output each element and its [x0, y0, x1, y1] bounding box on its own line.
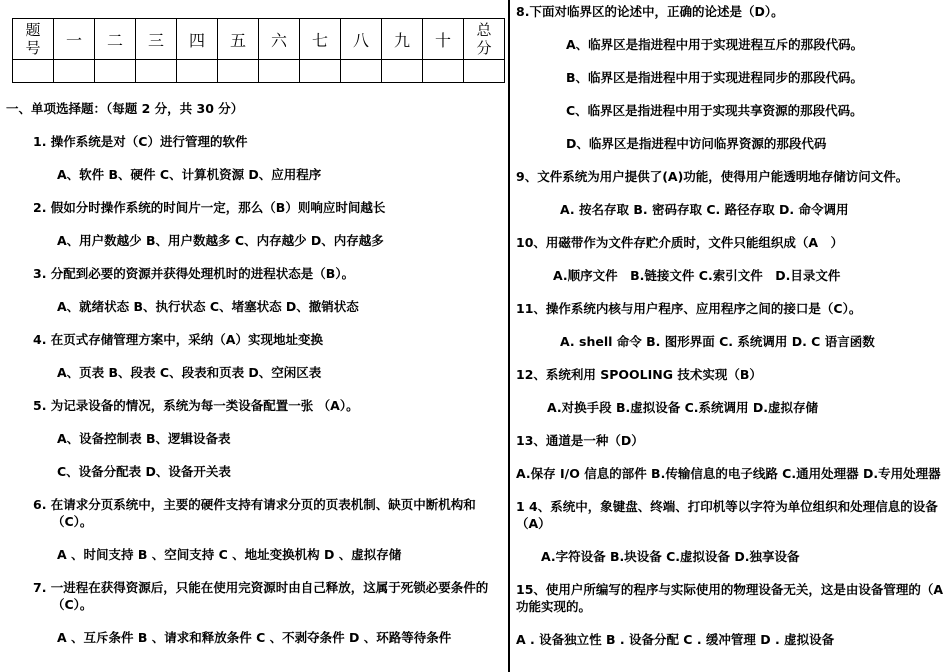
question-9: 9、文件系统为用户提供了(A)功能，使得用户能透明地存储访问文件。 — [516, 169, 909, 184]
section-title: 一、单项选择题：（每题 2 分，共 30 分） — [6, 101, 244, 116]
score-cell[interactable] — [341, 60, 382, 83]
question-15-options: A . 设备独立性 B . 设备分配 C . 缓冲管理 D . 虚拟设备 — [516, 632, 835, 647]
score-cell[interactable] — [464, 60, 505, 83]
score-cell[interactable] — [136, 60, 177, 83]
score-cell[interactable] — [13, 60, 54, 83]
score-header-cell: 七 — [300, 19, 341, 60]
score-header-cell — [13, 19, 54, 60]
score-header-cell: 四 — [177, 19, 218, 60]
score-cell[interactable] — [54, 60, 95, 83]
question-5: 5. 为记录设备的情况，系统为每一类设备配置一张 （A）。 — [33, 398, 359, 413]
question-6-options: A 、时间支持 B 、空间支持 C 、地址变换机构 D 、虚拟存储 — [57, 547, 402, 562]
question-5-options-cd: C、设备分配表 D、设备开关表 — [57, 464, 231, 479]
score-header-cell: 九 — [382, 19, 423, 60]
question-13-options: A.保存 I/O 信息的部件 B.传输信息的电子线路 C.通用处理器 D.专用处理器 — [516, 466, 941, 481]
question-12: 12、系统利用 SPOOLING 技术实现（B） — [516, 367, 762, 382]
score-header-cell: 一 — [54, 19, 95, 60]
question-15-continuation: 功能实现的。 — [516, 599, 592, 614]
question-14: 1 4、系统中，象键盘、终端、打印机等以字符为单位组织和处理信息的设备 — [516, 499, 938, 514]
question-13: 13、通道是一种（D） — [516, 433, 644, 448]
question-10: 10、用磁带作为文件存贮介质时，文件只能组织成（A ） — [516, 235, 844, 250]
question-7: 7. 一进程在获得资源后，只能在使用完资源时由自己释放，这属于死锁必要条件的 — [33, 580, 489, 595]
score-cell[interactable] — [382, 60, 423, 83]
score-table-header-row — [13, 19, 505, 60]
score-header-cell: 八 — [341, 19, 382, 60]
question-14-options: A.字符设备 B.块设备 C.虚拟设备 D.独享设备 — [541, 549, 800, 564]
question-4-options: A、页表 B、段表 C、段表和页表 D、空闲区表 — [57, 365, 322, 380]
score-cell[interactable] — [218, 60, 259, 83]
score-table-blank-row — [13, 60, 505, 83]
score-header-cell: 五 — [218, 19, 259, 60]
question-5-options-ab: A、设备控制表 B、逻辑设备表 — [57, 431, 231, 446]
question-12-options: A.对换手段 B.虚拟设备 C.系统调用 D.虚拟存储 — [547, 400, 819, 415]
question-3-options: A、就绪状态 B、执行状态 C、堵塞状态 D、撤销状态 — [57, 299, 359, 314]
question-11: 11、操作系统内核与用户程序、应用程序之间的接口是（C）。 — [516, 301, 862, 316]
question-9-options: A. 按名存取 B. 密码存取 C. 路径存取 D. 命令调用 — [560, 202, 849, 217]
question-2: 2. 假如分时操作系统的时间片一定，那么（B）则响应时间越长 — [33, 200, 386, 215]
question-8: 8.下面对临界区的论述中，正确的论述是（D）。 — [516, 4, 784, 19]
question-8-option-d: D、临界区是指进程中访问临界资源的那段代码 — [566, 136, 827, 151]
question-14-answer: （A） — [516, 516, 551, 531]
score-header-cell: 二 — [95, 19, 136, 60]
question-3: 3. 分配到必要的资源并获得处理机时的进程状态是（B）。 — [33, 266, 355, 281]
score-cell[interactable] — [95, 60, 136, 83]
score-header-label: 总分 — [476, 21, 492, 57]
question-15: 15、使用户所编写的程序与实际使用的物理设备无关，这是由设备管理的（A — [516, 582, 944, 597]
question-8-option-c: C、临界区是指进程中用于实现共享资源的那段代码。 — [566, 103, 863, 118]
question-6-answer: （C）。 — [52, 514, 93, 529]
question-4: 4. 在页式存储管理方案中，采纳（A）实现地址变换 — [33, 332, 323, 347]
score-header-cell: 十 — [423, 19, 464, 60]
score-cell[interactable] — [423, 60, 464, 83]
question-6: 6. 在请求分页系统中，主要的硬件支持有请求分页的页表机制、缺页中断机构和 — [33, 497, 476, 512]
question-7-options: A 、互斥条件 B 、请求和释放条件 C 、不剥夺条件 D 、环路等待条件 — [57, 630, 452, 645]
score-header-cell: 六 — [259, 19, 300, 60]
score-header-cell — [464, 19, 505, 60]
score-header-cell: 三 — [136, 19, 177, 60]
question-1: 1. 操作系统是对（C）进行管理的软件 — [33, 134, 248, 149]
question-8-option-b: B、临界区是指进程中用于实现进程同步的那段代码。 — [566, 70, 864, 85]
page-column-divider — [508, 0, 510, 672]
score-cell[interactable] — [177, 60, 218, 83]
question-1-options: A、软件 B、硬件 C、计算机资源 D、应用程序 — [57, 167, 322, 182]
question-11-options: A. shell 命令 B. 图形界面 C. 系统调用 D. C 语言函数 — [560, 334, 875, 349]
question-2-options: A、用户数越少 B、用户数越多 C、内存越少 D、内存越多 — [57, 233, 384, 248]
question-8-option-a: A、临界区是指进程中用于实现进程互斥的那段代码。 — [566, 37, 864, 52]
score-cell[interactable] — [259, 60, 300, 83]
score-cell[interactable] — [300, 60, 341, 83]
score-table — [12, 18, 505, 83]
question-10-options: A.顺序文件 B.链接文件 C.索引文件 D.目录文件 — [553, 268, 841, 283]
question-7-answer: （C）。 — [52, 597, 93, 612]
score-header-label: 题号 — [25, 21, 41, 57]
